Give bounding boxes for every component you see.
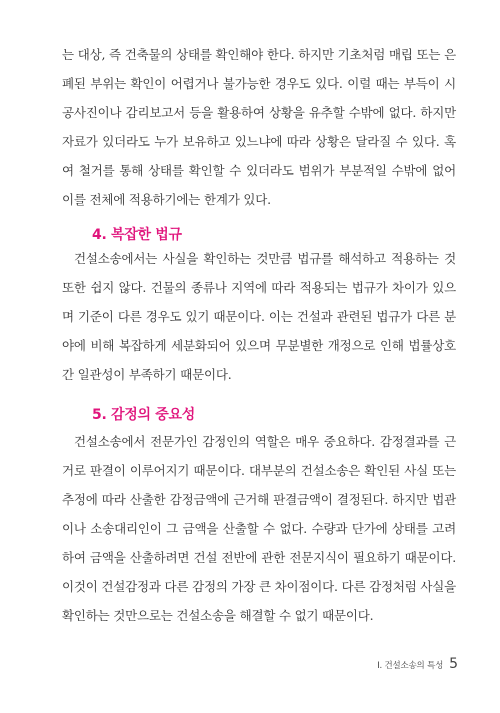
page-footer: [377, 656, 458, 672]
paragraph-complex-regulations: 건설소송에서는 사실을 확인하는 것만큼 법규를 해석하고 적용하는 것 또한 쉽지 않다. 건물의 종류나 지역에 따라 적용되는 법규가 차이가 있으며 기준이 다른 경우도 있기 때문이다. 이는 건설과 관련된 법규가 다른 분야에 비해 복잡하게 세분화되어 있으며 무분별한 개정으로 인해 법률상호간 일관성이 부족하기 때문이다.: [62, 251, 456, 382]
section-heading-appraisal-importance: 5. 감정의 중요성: [92, 407, 195, 423]
paragraph-intro: 는 대상, 즉 건축물의 상태를 확인해야 한다. 하지만 기초처럼 매립 또는 은폐된 부위는 확인이 어렵거나 불가능한 경우도 있다. 이럴 때는 부득이 시공사진이나 감리보고서 등을 활용하여 상황을 유추할 수밖에 없다. 하지만 자료가 있더라도 누가 보유하고 있느냐에 따라 상황은 달라질 수 있다. 혹여 철거를 통해 상태를 확인할 수 있더라도 범위가 부분적일 수밖에 없어 이를 전체에 적용하기에는 한계가 있다.: [62, 47, 456, 207]
footer-chapter-title: Ⅰ. 건설소송의 특성: [377, 661, 444, 671]
paragraph-appraisal-importance: 건설소송에서 전문가인 감정인의 역할은 매우 중요하다. 감정결과를 근거로 판결이 이루어지기 때문이다. 대부분의 건설소송은 확인된 사실 또는 추정에 따라 산출한 감정금액에 근거해 판결금액이 결정된다. 하지만 법관이나 소송대리인이 그 금액을 산출할 수 없다. 수량과 단가에 상태를 고려하여 금액을 산출하려면 건설 전반에 관한 전문지식이 필요하기 때문이다. 이것이 건설감정과 다른 감정의 가장 큰 차이점이다. 다른 감정처럼 사실을 확인하는 것만으로는 건설소송을 해결할 수 없기 때문이다.: [62, 434, 456, 623]
section-heading-complex-regulations: 4. 복잡한 법규: [92, 227, 182, 243]
page-number: 5: [449, 656, 458, 672]
